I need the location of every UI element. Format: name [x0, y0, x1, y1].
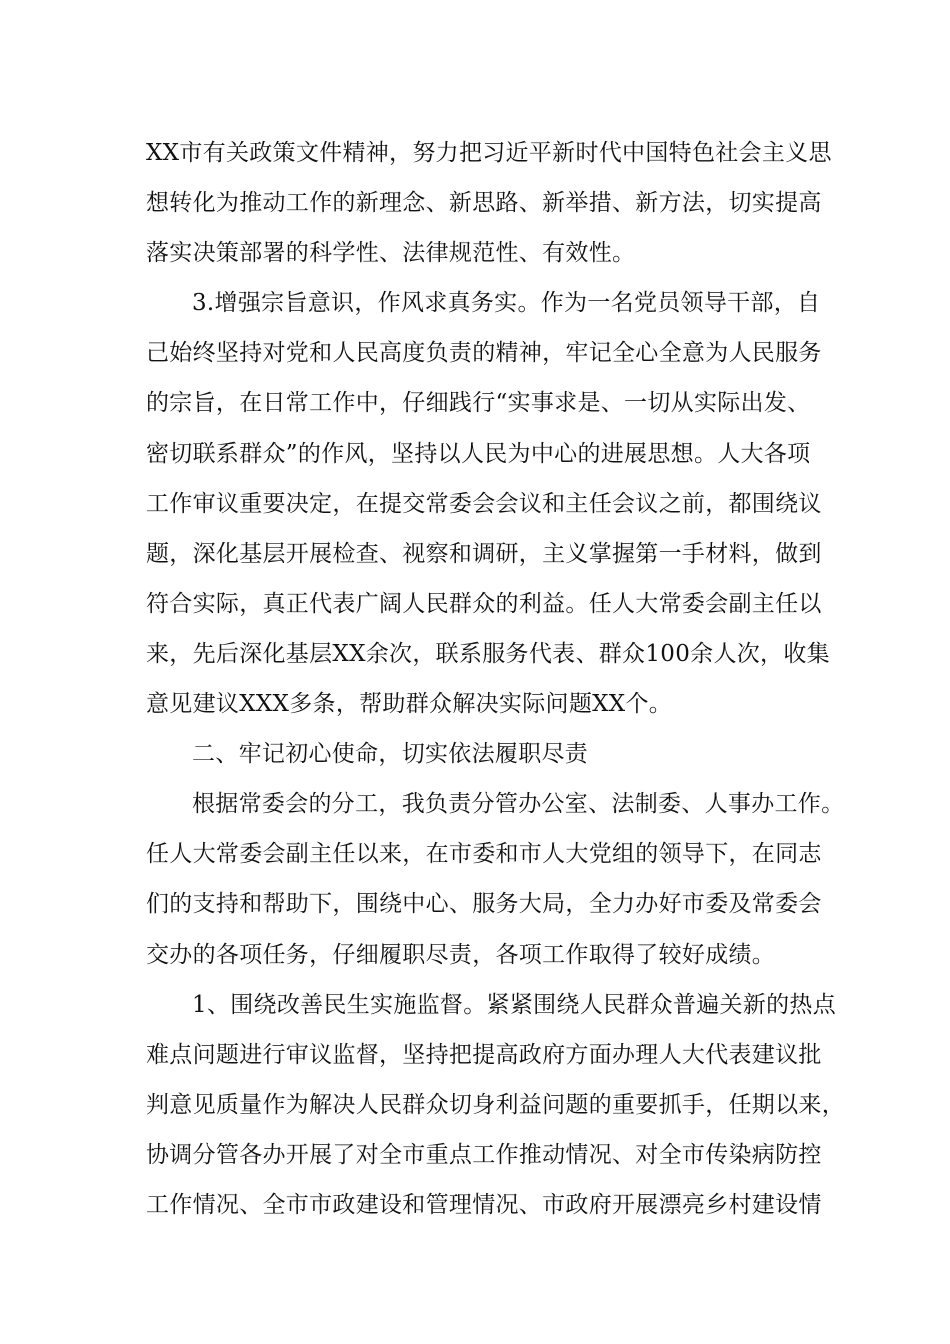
text-line: 协调分管各办开展了对全市重点工作推动情况、对全市传染病防控: [146, 1141, 822, 1168]
text-line: 工作审议重要决定，在提交常委会会议和主任会议之前，都围绕议: [146, 490, 822, 517]
text-line: 意见建议XXX多条，帮助群众解决实际问题XX个。: [146, 691, 673, 718]
text-line: 们的支持和帮助下，围绕中心、服务大局，全力办好市委及常委会: [146, 891, 822, 918]
text-line: 想转化为推动工作的新理念、新思路、新举措、新方法，切实提高: [146, 190, 822, 217]
text-line: 交办的各项任务，仔细履职尽责，各项工作取得了较好成绩。: [146, 941, 776, 968]
text-line: 符合实际，真正代表广阔人民群众的利益。任人大常委会副主任以: [146, 590, 822, 617]
text-line: 判意见质量作为解决人民群众切身利益问题的重要抓手，任期以来，: [146, 1091, 845, 1118]
text-line: 题，深化基层开展检查、视察和调研，主义掌握第一手材料，做到: [146, 540, 822, 567]
text-line: XX市有关政策文件精神，努力把习近平新时代中国特色社会主义思: [146, 140, 832, 166]
paragraph-start-line: 3.增强宗旨意识，作风求真务实。作为一名党员领导干部，自: [192, 290, 821, 317]
text-line: 的宗旨，在日常工作中，仔细践行“实事求是、一切从实际出发、: [146, 390, 811, 417]
text-line: 来，先后深化基层XX余次，联系服务代表、群众100余人次，收集: [146, 640, 830, 667]
section-heading: 二、牢记初心使命，切实依法履职尽责: [192, 741, 589, 768]
body-text: [146, 128, 846, 1230]
text-line: 落实决策部署的科学性、法律规范性、有效性。: [146, 240, 636, 267]
text-line: 难点问题进行审议监督，坚持把提高政府方面办理人大代表建议批: [146, 1041, 822, 1068]
text-line: 己始终坚持对党和人民高度负责的精神，牢记全心全意为人民服务: [146, 340, 822, 367]
text-line: 任人大常委会副主任以来，在市委和市人大党组的领导下，在同志: [146, 841, 822, 868]
paragraph-start-line: 1、围绕改善民生实施监督。紧紧围绕人民群众普遍关新的热点: [192, 991, 837, 1018]
text-line: 密切联系群众”的作风，坚持以人民为中心的进展思想。人大各项: [146, 440, 811, 467]
text-line: 工作情况、全市市政建设和管理情况、市政府开展漂亮乡村建设情: [146, 1191, 822, 1218]
paragraph-start-line: 根据常委会的分工，我负责分管办公室、法制委、人事办工作。: [192, 791, 845, 818]
